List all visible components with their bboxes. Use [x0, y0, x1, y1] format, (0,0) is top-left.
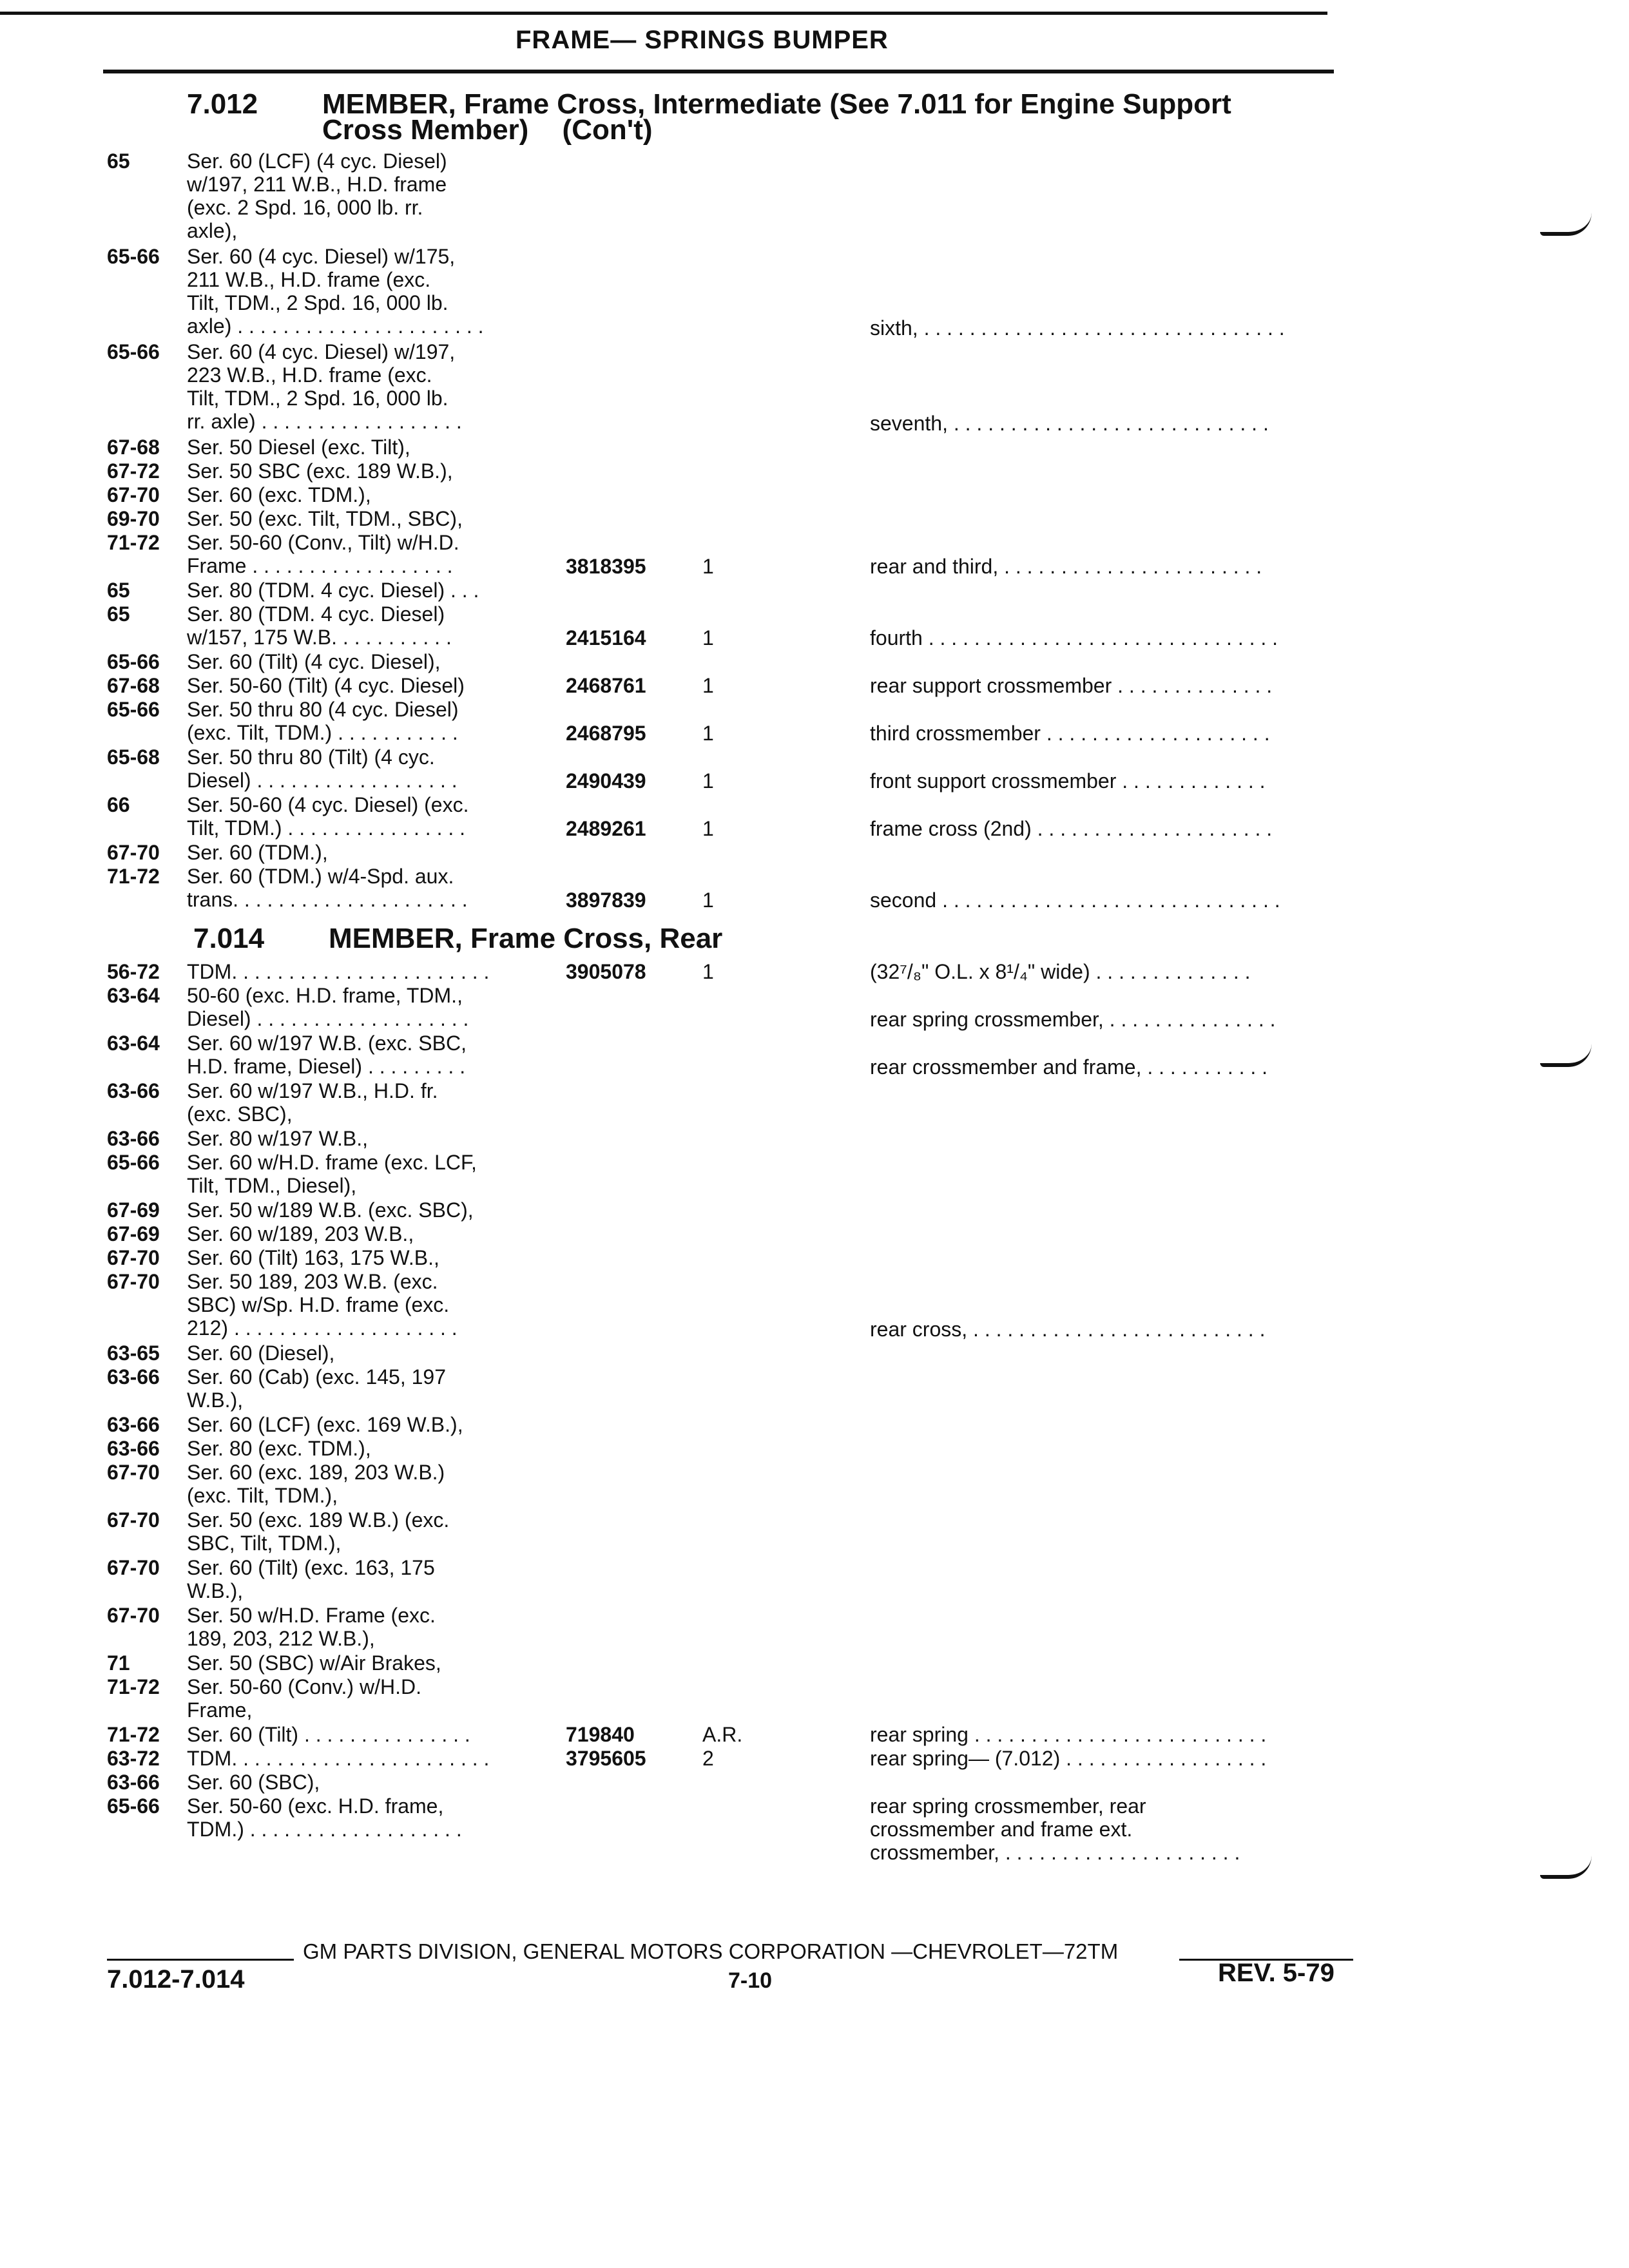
part-quantity: 1 — [702, 817, 714, 840]
part-description: Ser. 50 Diesel (exc. Tilt), — [187, 436, 410, 459]
section-heading-7012-cont — [322, 116, 653, 144]
part-note: fourth . . . . . . . . . . . . . . . . . . . . . . . . . . . . . . . — [870, 626, 1278, 649]
part-description: Ser. 60 (TDM.), — [187, 841, 328, 864]
part-description: Ser. 60 (exc. TDM.), — [187, 483, 371, 506]
model-years: 67-70 — [107, 841, 160, 864]
model-years: 65 — [107, 579, 130, 602]
header-underline — [103, 70, 1334, 73]
model-years: 65-66 — [107, 340, 160, 363]
model-years: 63-64 — [107, 1032, 160, 1055]
part-description: Ser. 50-60 (Conv.) w/H.D. Frame, — [187, 1675, 421, 1722]
part-note: sixth, . . . . . . . . . . . . . . . . . . . . . . . . . . . . . . . . — [870, 316, 1285, 340]
part-description: Ser. 60 w/189, 203 W.B., — [187, 1222, 414, 1245]
part-description: Ser. 50-60 (Conv., Tilt) w/H.D. Frame . . . . . . . . . . . . . . . . . . — [187, 531, 459, 577]
part-description: Ser. 50 w/H.D. Frame (exc. 189, 203, 212 W.B.), — [187, 1604, 436, 1650]
part-number: 2415164 — [566, 626, 646, 649]
model-years: 63-66 — [107, 1413, 160, 1436]
part-number: 3818395 — [566, 555, 646, 578]
model-years: 71-72 — [107, 1723, 160, 1746]
part-description: Ser. 50 (SBC) w/Air Brakes, — [187, 1651, 441, 1675]
part-quantity: 1 — [702, 555, 714, 578]
model-years: 67-70 — [107, 1246, 160, 1269]
model-years: 63-72 — [107, 1747, 160, 1770]
model-years: 71-72 — [107, 1675, 160, 1698]
part-description: Ser. 50 (exc. 189 W.B.) (exc. SBC, Tilt, TDM.), — [187, 1508, 450, 1555]
model-years: 63-66 — [107, 1127, 160, 1150]
part-description: Ser. 50-60 (Tilt) (4 cyc. Diesel) — [187, 674, 465, 697]
part-note: rear spring crossmember, rear crossmember and frame ext. crossmember, . . . . . . . . . . . . . . . . . . . . . — [870, 1794, 1240, 1864]
model-years: 67-70 — [107, 1508, 160, 1532]
part-note: rear cross, . . . . . . . . . . . . . . . . . . . . . . . . . . — [870, 1318, 1266, 1341]
model-years: 67-72 — [107, 459, 160, 483]
model-years: 56-72 — [107, 960, 160, 983]
section-heading-7014 — [193, 923, 722, 955]
part-description: Ser. 50 189, 203 W.B. (exc. SBC) w/Sp. H.D. frame (exc. 212) . . . . . . . . . . . . . . . . . . . . — [187, 1270, 458, 1340]
model-years: 63-66 — [107, 1771, 160, 1794]
part-note: second . . . . . . . . . . . . . . . . . . . . . . . . . . . . . . — [870, 889, 1280, 912]
part-number: 3795605 — [566, 1747, 646, 1770]
model-years: 67-68 — [107, 674, 160, 697]
part-description: Ser. 50 w/189 W.B. (exc. SBC), — [187, 1198, 474, 1222]
part-description: Ser. 50 (exc. Tilt, TDM., SBC), — [187, 507, 463, 530]
part-number: 3897839 — [566, 889, 646, 912]
model-years: 65-68 — [107, 745, 160, 769]
part-description: Ser. 60 (SBC), — [187, 1771, 320, 1794]
part-quantity: A.R. — [702, 1723, 743, 1746]
model-years: 65-66 — [107, 650, 160, 673]
model-years: 63-65 — [107, 1341, 160, 1365]
part-number: 2490439 — [566, 769, 646, 793]
model-years: 65-66 — [107, 1151, 160, 1174]
model-years: 65 — [107, 602, 130, 626]
section-title: MEMBER, Frame Cross, Intermediate (See 7.011 for Engine Support — [322, 88, 1231, 120]
part-description: Ser. 50 thru 80 (Tilt) (4 cyc. Diesel) . . . . . . . . . . . . . . . . . . — [187, 745, 458, 792]
part-quantity: 1 — [702, 674, 714, 697]
section-title-cont: Cross Member) — [322, 114, 529, 146]
part-description: Ser. 80 (TDM. 4 cyc. Diesel) . . . — [187, 579, 479, 602]
model-years: 65 — [107, 149, 130, 173]
model-years: 71 — [107, 1651, 130, 1675]
part-quantity: 1 — [702, 626, 714, 649]
model-years: 67-70 — [107, 1556, 160, 1579]
part-description: Ser. 60 (Tilt) 163, 175 W.B., — [187, 1246, 439, 1269]
part-note: rear and third, . . . . . . . . . . . . . . . . . . . . . . . — [870, 555, 1262, 578]
part-description: Ser. 60 (LCF) (exc. 169 W.B.), — [187, 1413, 463, 1436]
part-note: rear crossmember and frame, . . . . . . . . . . . — [870, 1055, 1268, 1079]
part-description: Ser. 60 (exc. 189, 203 W.B.) (exc. Tilt, TDM.), — [187, 1461, 445, 1507]
part-description: Ser. 60 w/197 W.B. (exc. SBC, H.D. frame, Diesel) . . . . . . . . . — [187, 1032, 467, 1078]
model-years: 67-70 — [107, 1461, 160, 1484]
part-description: Ser. 60 (Cab) (exc. 145, 197 W.B.), — [187, 1365, 446, 1412]
model-years: 63-66 — [107, 1437, 160, 1460]
footer-revision: REV. 5-79 — [1218, 1959, 1335, 1987]
part-note: rear spring— (7.012) . . . . . . . . . . . . . . . . . . — [870, 1747, 1267, 1770]
part-quantity: 1 — [702, 960, 714, 983]
part-note: seventh, . . . . . . . . . . . . . . . . . . . . . . . . . . . . — [870, 412, 1269, 435]
part-number: 3905078 — [566, 960, 646, 983]
part-description: Ser. 80 w/197 W.B., — [187, 1127, 369, 1150]
model-years: 66 — [107, 793, 130, 816]
part-description: Ser. 60 (TDM.) w/4-Spd. aux. trans. . . . . . . . . . . . . . . . . . . . . — [187, 865, 468, 911]
part-number: 2468761 — [566, 674, 646, 697]
part-description: Ser. 60 (4 cyc. Diesel) w/175, 211 W.B., H.D. frame (exc. Tilt, TDM., 2 Spd. 16, 000 lb. axle) . . . . . . . . . . . . . . . . . . . . . . — [187, 245, 484, 338]
model-years: 67-69 — [107, 1198, 160, 1222]
footer-company: GM PARTS DIVISION, GENERAL MOTORS CORPORATION —CHEVROLET—72TM — [303, 1939, 1119, 1963]
part-note: (32⁷/₈" O.L. x 8¹/₄" wide) . . . . . . . . . . . . . . — [870, 960, 1251, 983]
part-description: Ser. 60 (Tilt) . . . . . . . . . . . . . . . — [187, 1723, 470, 1746]
part-note: rear spring . . . . . . . . . . . . . . . . . . . . . . . . . . — [870, 1723, 1267, 1746]
top-rule — [0, 12, 1327, 15]
part-number: 719840 — [566, 1723, 635, 1746]
part-number: 2468795 — [566, 722, 646, 745]
part-description: Ser. 80 (TDM. 4 cyc. Diesel) w/157, 175 W.B. . . . . . . . . . . — [187, 602, 452, 649]
model-years: 71-72 — [107, 531, 160, 554]
part-description: Ser. 60 (Tilt) (4 cyc. Diesel), — [187, 650, 441, 673]
part-description: Ser. 60 w/H.D. frame (exc. LCF, Tilt, TDM., Diesel), — [187, 1151, 477, 1197]
section-cont-marker: (Con't) — [562, 114, 653, 146]
part-description: Ser. 60 (Tilt) (exc. 163, 175 W.B.), — [187, 1556, 435, 1602]
part-description: Ser. 50-60 (exc. H.D. frame, TDM.) . . . . . . . . . . . . . . . . . . . — [187, 1794, 462, 1841]
part-quantity: 1 — [702, 769, 714, 793]
part-number: 2489261 — [566, 817, 646, 840]
footer-page-number: 7-10 — [728, 1968, 773, 1993]
model-years: 65-66 — [107, 1794, 160, 1818]
footer-section-range: 7.012-7.014 — [107, 1965, 245, 1994]
model-years: 65-66 — [107, 245, 160, 268]
model-years: 67-70 — [107, 483, 160, 506]
part-note: rear support crossmember . . . . . . . . . . . . . . — [870, 674, 1273, 697]
binder-hole-mark — [1540, 1856, 1592, 1879]
part-note: rear spring crossmember, . . . . . . . . . . . . . . . — [870, 1008, 1276, 1031]
part-description: 50-60 (exc. H.D. frame, TDM., Diesel) . . . . . . . . . . . . . . . . . . . — [187, 984, 469, 1030]
model-years: 63-64 — [107, 984, 160, 1007]
part-description: Ser. 80 (exc. TDM.), — [187, 1437, 371, 1460]
model-years: 67-69 — [107, 1222, 160, 1245]
part-quantity: 1 — [702, 889, 714, 912]
model-years: 67-70 — [107, 1604, 160, 1627]
model-years: 67-68 — [107, 436, 160, 459]
part-description: Ser. 60 (LCF) (4 cyc. Diesel) w/197, 211 W.B., H.D. frame (exc. 2 Spd. 16, 000 lb. rr. axle), — [187, 149, 447, 242]
part-description: Ser. 60 (Diesel), — [187, 1341, 335, 1365]
part-note: third crossmember . . . . . . . . . . . . . . . . . . . . — [870, 722, 1270, 745]
part-description: Ser. 60 (4 cyc. Diesel) w/197, 223 W.B., H.D. frame (exc. Tilt, TDM., 2 Spd. 16, 000 lb. rr. axle) . . . . . . . . . . . . . . . . . . — [187, 340, 462, 433]
part-description: TDM. . . . . . . . . . . . . . . . . . . . . . . — [187, 960, 490, 983]
model-years: 65-66 — [107, 698, 160, 721]
binder-hole-mark — [1540, 213, 1592, 236]
part-note: front support crossmember . . . . . . . . . . . . . — [870, 769, 1266, 793]
part-description: Ser. 60 w/197 W.B., H.D. fr. (exc. SBC), — [187, 1079, 438, 1126]
part-description: TDM. . . . . . . . . . . . . . . . . . . . . . . — [187, 1747, 490, 1770]
part-note: frame cross (2nd) . . . . . . . . . . . . . . . . . . . . . — [870, 817, 1273, 840]
part-quantity: 1 — [702, 722, 714, 745]
footer-rule-left — [107, 1959, 294, 1961]
binder-hole-mark — [1540, 1044, 1592, 1067]
part-description: Ser. 50 thru 80 (4 cyc. Diesel) (exc. Tilt, TDM.) . . . . . . . . . . . — [187, 698, 459, 744]
model-years: 71-72 — [107, 865, 160, 888]
model-years: 69-70 — [107, 507, 160, 530]
section-number: 7.014 — [193, 923, 265, 954]
part-description: Ser. 50 SBC (exc. 189 W.B.), — [187, 459, 453, 483]
model-years: 67-70 — [107, 1270, 160, 1293]
model-years: 63-66 — [107, 1365, 160, 1389]
model-years: 63-66 — [107, 1079, 160, 1102]
section-title: MEMBER, Frame Cross, Rear — [329, 923, 723, 954]
page-header-title: FRAME— SPRINGS BUMPER — [516, 26, 889, 54]
part-description: Ser. 50-60 (4 cyc. Diesel) (exc. Tilt, TDM.) . . . . . . . . . . . . . . . . — [187, 793, 469, 840]
part-quantity: 2 — [702, 1747, 714, 1770]
section-number: 7.012 — [187, 88, 258, 120]
